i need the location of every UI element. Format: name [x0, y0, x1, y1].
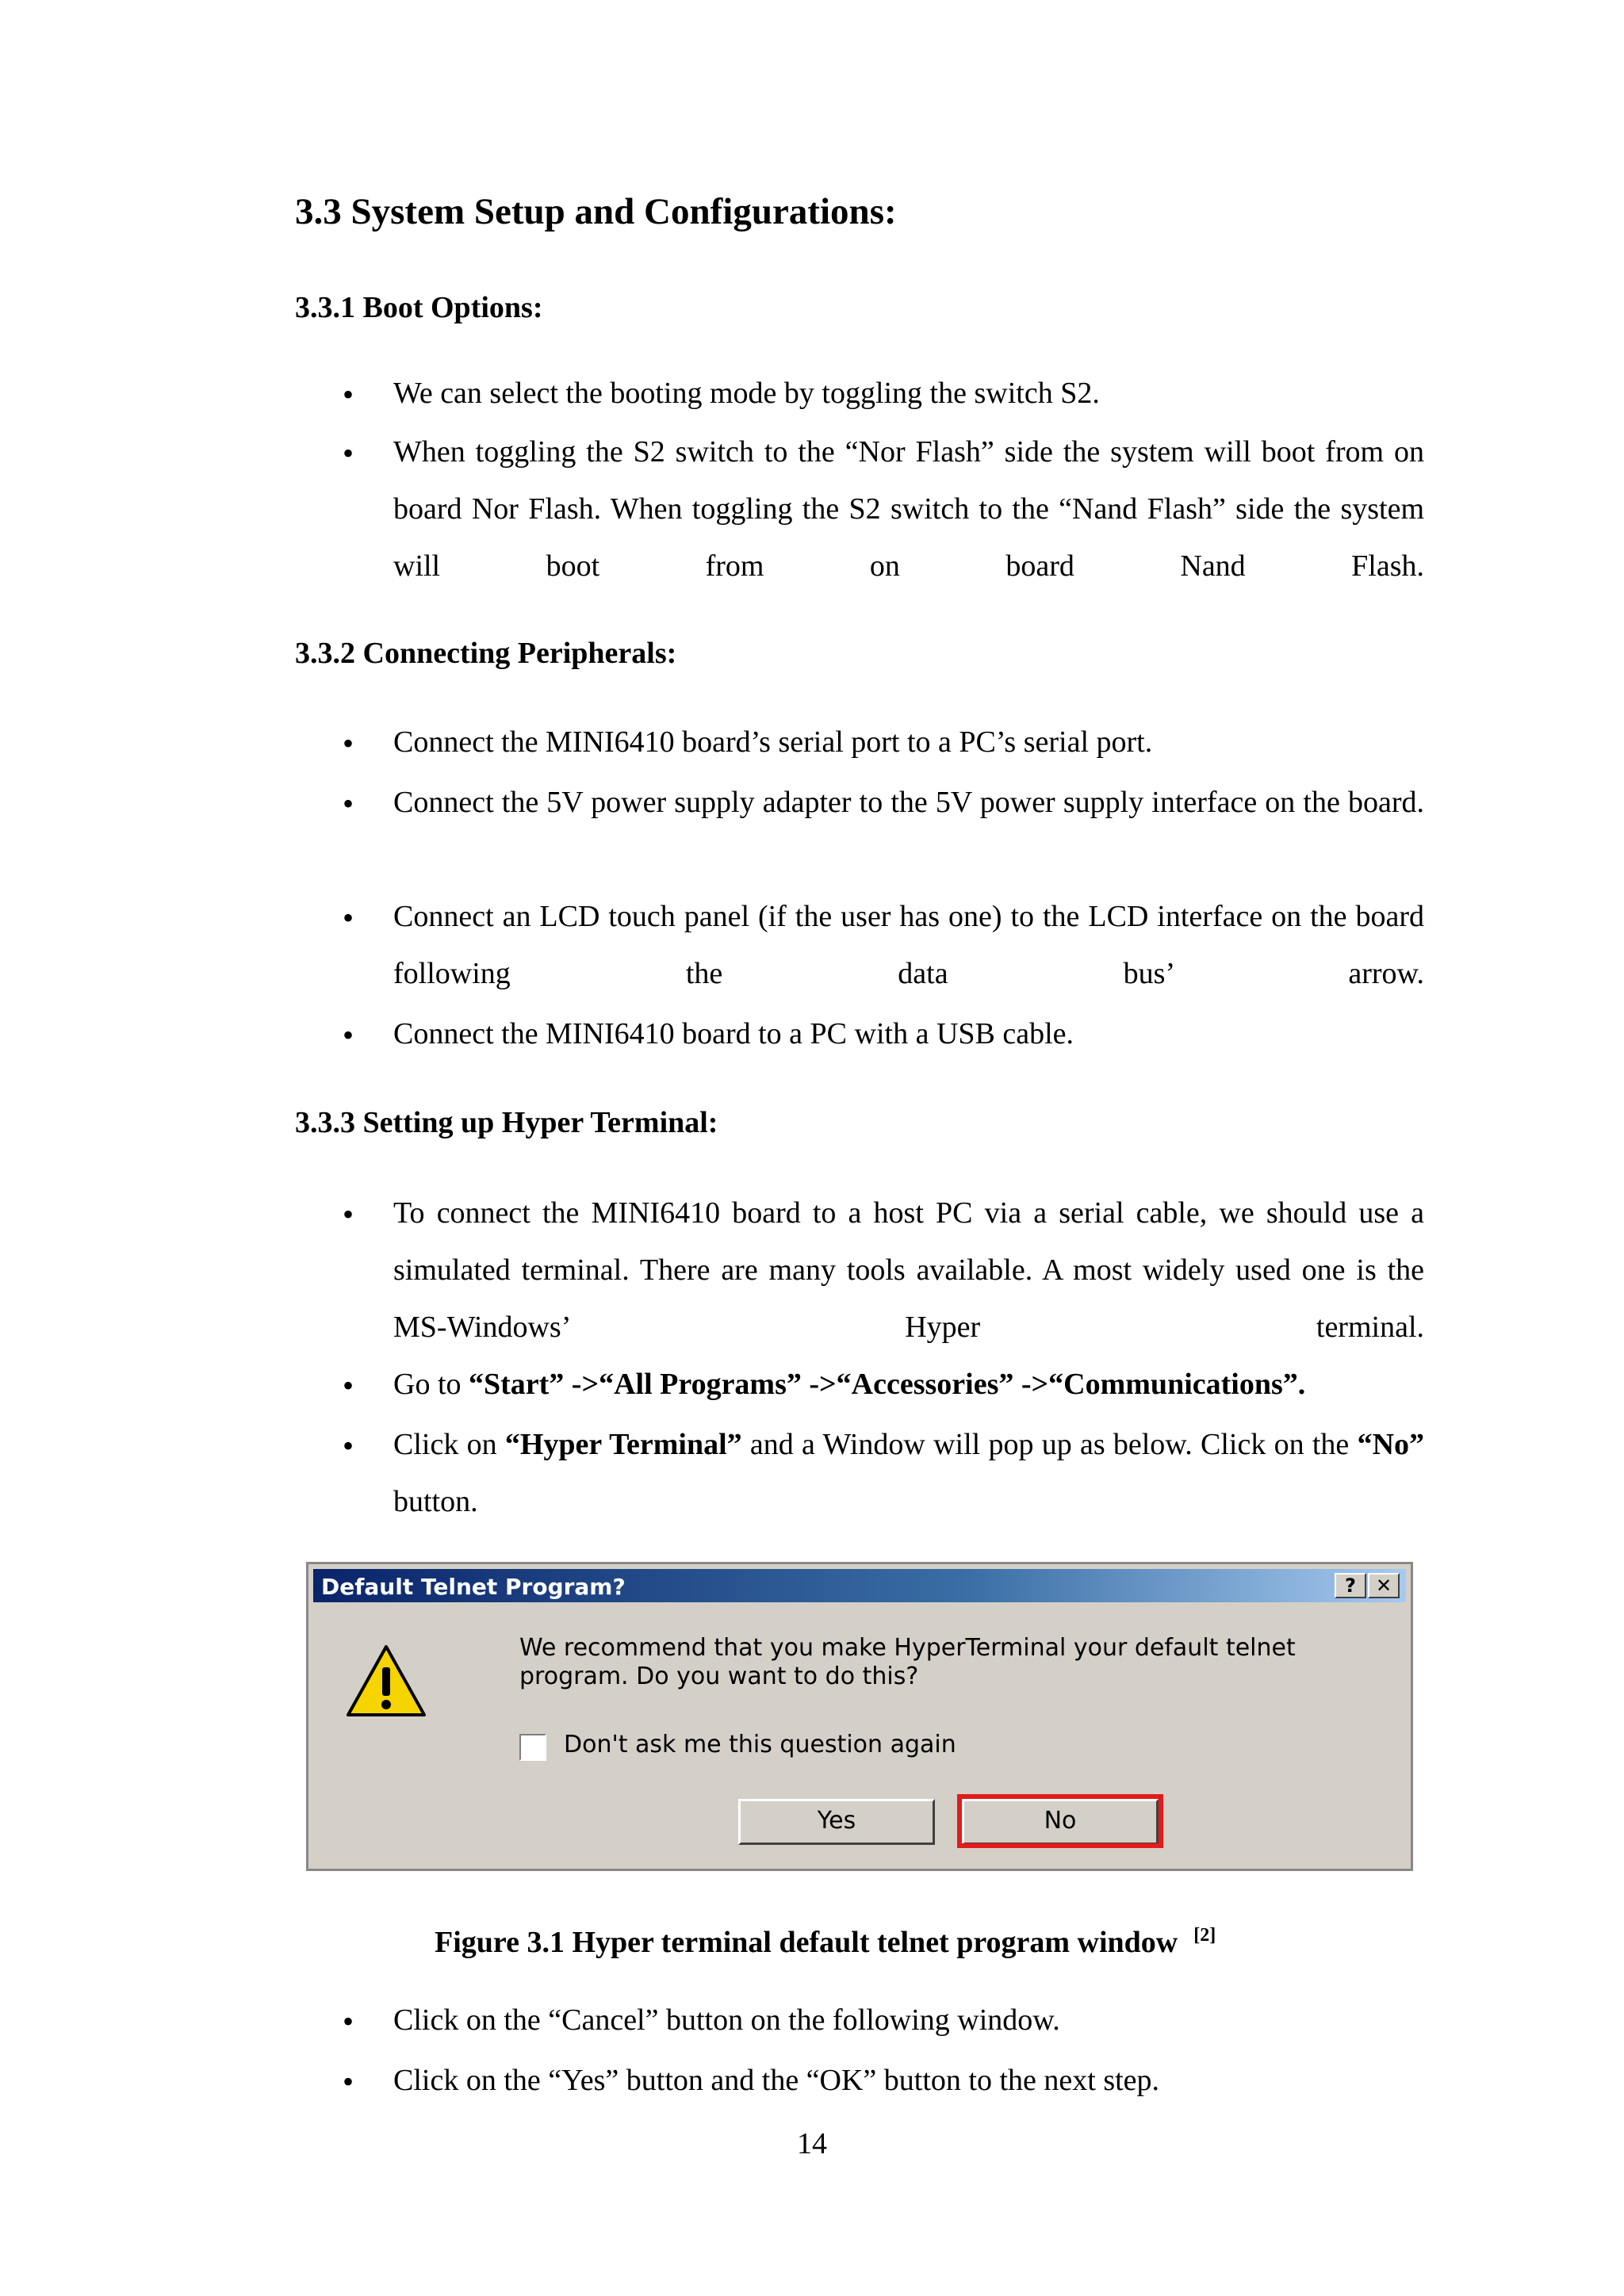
no-button-highlight [957, 1794, 1163, 1848]
bullet-marker: • [343, 2064, 354, 2099]
bullet-text: Connect the MINI6410 board to a PC with a USB cable. [393, 1017, 1074, 1050]
bullet-text: Connect the 5V power supply adapter to the 5V power supply interface on the board. [393, 786, 1424, 819]
bullet-marker: • [343, 725, 354, 761]
bullet-marker: • [343, 377, 354, 412]
dialog-titlebar [313, 1569, 1406, 1602]
bullet-marker: • [343, 435, 354, 471]
bullet-marker: • [343, 900, 354, 936]
subsection-title-connecting-peripherals: 3.3.2 Connecting Peripherals: [295, 637, 677, 670]
help-button[interactable]: ? [1335, 1573, 1366, 1598]
bullet-text: We can select the booting mode by toggling the switch S2. [393, 377, 1100, 410]
dialog-message: We recommend that you make HyperTerminal your default telnet program. Do you want to do this? [519, 1634, 1296, 1690]
dialog-title: Default Telnet Program? [321, 1574, 626, 1600]
no-label: “No” [1357, 1428, 1425, 1461]
bullet-marker: • [343, 2003, 354, 2039]
bullet-marker: • [343, 1428, 354, 1464]
figure-reference: [2] [1193, 1925, 1216, 1946]
bullet-text: When toggling the S2 switch to the “Nor Flash” side the system will boot from on board Nor Flash. When toggling the S2 switch to the “Nand Flash” side the system will boot from on board Nand Flash. [393, 435, 1424, 583]
bullet-text-hyperterminal [393, 1416, 1424, 1530]
bullet-text-navigation [393, 1356, 1424, 1413]
click-mid: and a Window will pop up as below. Click on the [741, 1428, 1358, 1461]
telnet-dialog-screenshot [306, 1562, 1413, 1871]
bullet-text: Click on the “Yes” button and the “OK” button to the next step. [393, 2064, 1160, 2097]
bullet-marker: • [343, 1368, 354, 1403]
bullet-text: Connect an LCD touch panel (if the user has one) to the LCD interface on the board following the data bus’ arrow. [393, 900, 1424, 990]
warning-icon [345, 1644, 427, 1720]
section-title: 3.3 System Setup and Configurations: [295, 191, 897, 232]
hyper-terminal-label: “Hyper Terminal” [504, 1428, 742, 1461]
page-number: 14 [797, 2127, 827, 2160]
subsection-title-boot-options: 3.3.1 Boot Options: [295, 291, 543, 324]
click-suffix: button. [393, 1485, 478, 1518]
nav-prefix: Go to [393, 1368, 469, 1401]
bullet-text: Connect the MINI6410 board’s serial port to a PC’s serial port. [393, 725, 1153, 759]
subsection-title-hyper-terminal: 3.3.3 Setting up Hyper Terminal: [295, 1106, 718, 1139]
dont-ask-checkbox[interactable] [519, 1734, 546, 1761]
figure-caption [435, 1925, 1216, 1960]
click-prefix: Click on [393, 1428, 505, 1461]
dont-ask-label: Don't ask me this question again [564, 1731, 956, 1758]
bullet-marker: • [343, 1196, 354, 1232]
yes-button[interactable]: Yes [738, 1799, 935, 1845]
bullet-marker: • [343, 1017, 354, 1053]
bullet-marker: • [343, 786, 354, 821]
close-button[interactable]: ✕ [1368, 1573, 1400, 1598]
nav-path: “Start” ->“All Programs” ->“Accessories” ->“Communications”. [469, 1368, 1306, 1401]
no-button[interactable]: No [962, 1799, 1159, 1845]
figure-caption-text: Figure 3.1 Hyper terminal default telnet program window [435, 1926, 1178, 1959]
bullet-text: To connect the MINI6410 board to a host PC via a serial cable, we should use a simulated terminal. There are many tools available. A most widely used one is the MS-Windows’ Hyper terminal. [393, 1196, 1424, 1344]
bullet-text: Click on the “Cancel” button on the following window. [393, 2003, 1060, 2037]
